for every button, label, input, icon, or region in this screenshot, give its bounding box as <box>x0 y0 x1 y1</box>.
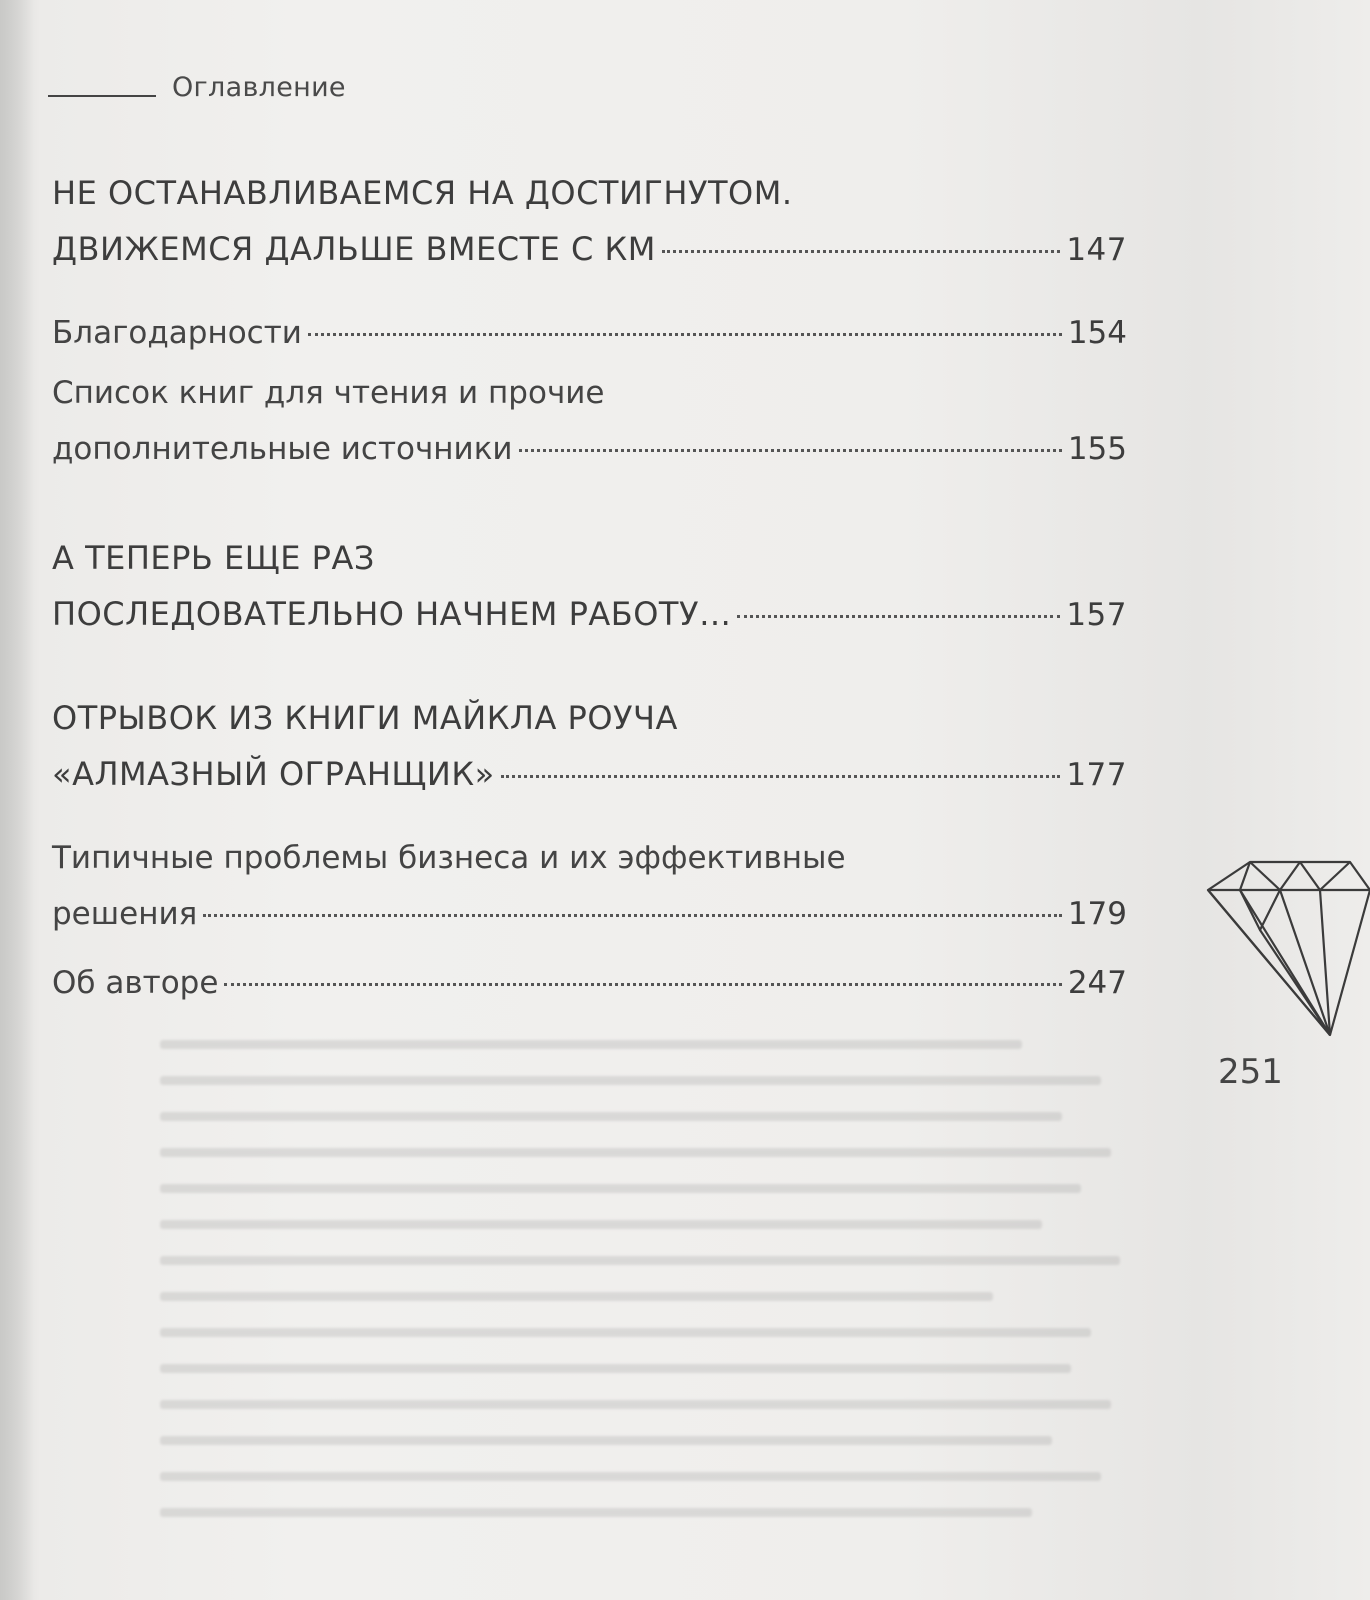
toc-entry-title-line: Список книг для чтения и прочие <box>52 375 605 411</box>
running-header <box>48 72 346 103</box>
toc-page-number: 154 <box>1067 315 1127 351</box>
toc-page-number: 147 <box>1066 232 1127 268</box>
toc-entry-title-line: ДВИЖЕМСЯ ДАЛЬШЕ ВМЕСТЕ С КМ <box>52 230 656 268</box>
toc-page-number: 157 <box>1066 597 1127 633</box>
diamond-icon <box>1200 850 1370 1050</box>
header-label: Оглавление <box>172 72 346 103</box>
toc-page-number: 179 <box>1067 896 1127 932</box>
toc-entry[interactable] <box>52 690 1127 803</box>
toc-entry-title-line: Об авторе <box>52 965 219 1001</box>
dot-leader <box>737 615 1060 618</box>
toc-entry-title-line: решения <box>52 896 198 932</box>
toc-page-number: 177 <box>1066 757 1127 793</box>
toc-entry-title-line: А ТЕПЕРЬ ЕЩЕ РАЗ <box>52 539 375 577</box>
dot-leader <box>519 449 1062 452</box>
toc-page-number: 247 <box>1067 965 1127 1001</box>
toc-entry[interactable] <box>52 365 1127 477</box>
show-through-text <box>160 1040 1140 1600</box>
toc-entry-title-line: Благодарности <box>52 315 302 351</box>
page-number: 251 <box>1218 1052 1283 1092</box>
toc-entry-title-line: ОТРЫВОК ИЗ КНИГИ МАЙКЛА РОУЧА <box>52 699 678 737</box>
toc-entry[interactable] <box>52 530 1127 643</box>
dot-leader <box>662 250 1060 253</box>
toc-entry-title-line: дополнительные источники <box>52 431 513 467</box>
dot-leader <box>203 914 1062 917</box>
toc-entry-title-line: «АЛМАЗНЫЙ ОГРАНЩИК» <box>52 755 495 793</box>
toc-entry[interactable] <box>52 955 1127 1011</box>
toc-entry[interactable] <box>52 305 1127 361</box>
toc-page-number: 155 <box>1067 431 1127 467</box>
spine-shadow <box>0 0 34 1600</box>
toc-entry[interactable] <box>52 165 1127 278</box>
toc-entry-title-line: НЕ ОСТАНАВЛИВАЕМСЯ НА ДОСТИГНУТОМ. <box>52 174 793 212</box>
toc-entry-title-line: Типичные проблемы бизнеса и их эффективные <box>52 840 846 876</box>
dot-leader <box>224 983 1061 986</box>
toc-entry-title-line: ПОСЛЕДОВАТЕЛЬНО НАЧНЕМ РАБОТУ… <box>52 595 732 633</box>
dot-leader <box>308 333 1062 336</box>
dot-leader <box>501 775 1061 778</box>
toc-entry[interactable] <box>52 830 1127 942</box>
header-rule <box>48 95 156 97</box>
